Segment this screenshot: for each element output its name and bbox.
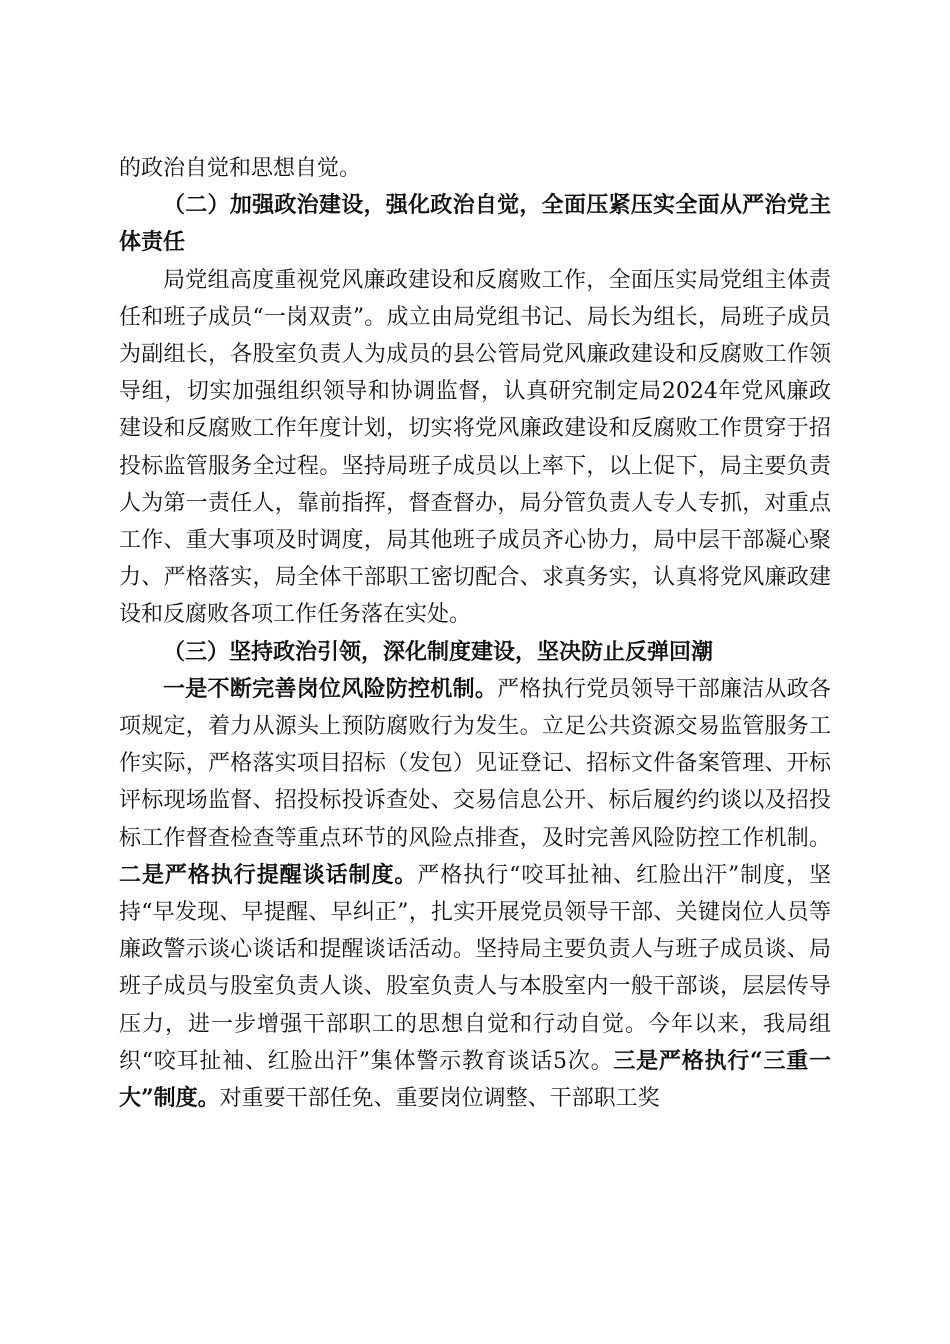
section-heading-3: （三）坚持政治引领，深化制度建设，坚决防止反弹回潮	[163, 638, 714, 665]
bold-point-3: 三是严格执行“三重一大”制度。	[119, 1047, 832, 1112]
bold-point-2: 二是严格执行提醒谈话制度。	[119, 861, 418, 888]
paragraph-party-responsibility: 局党组高度重视党风廉政建设和反腐败工作，全面压实局党组主体责任和班子成员“一岗双责”。成立由局党组书记、局长为组长，局班子成员为副组长，各股室负责人为成员的县公管局党风廉政建设和反腐败工作领导组，切实加强组织领导和协调监督，认真研究制定局2024年党风廉政建设和反腐败工作年度计划，切实将党风廉政建设和反腐败工作贯穿于招投标监管服务全过程。坚持局班子成员以上率下，以上促下，局主要负责人为第一责任人，靠前指挥，督查督办，局分管负责人专人专抓，对重点工作、重大事项及时调度，局其他班子成员齐心协力，局中层干部凝心聚力、严格落实，局全体干部职工密切配合、求真务实，认真将党风廉政建设和反腐败各项工作任务落在实处。	[119, 267, 831, 628]
document-page	[119, 150, 831, 1117]
point-3-text: 对重要干部任免、重要岗位调整、干部职工奖	[219, 1086, 660, 1112]
point-1-text: 严格执行党员领导干部廉洁从政各项规定，着力从源头上预防腐败行为发生。立足公共资源交易监管服务工作实际，严格落实项目招标（发包）见证登记、招标文件备案管理、开标评标现场监督、招投标投诉查处、交易信息公开、标后履约约谈以及招投标工作督查检查等重点环节的风险点排查，及时完善风险防控工作机制。	[119, 676, 831, 851]
point-2-text: 严格执行“咬耳扯袖、红脸出汗”制度，坚持“早发现、早提醒、早纠正”，扎实开展党员领导干部、关键岗位人员等廉政警示谈心谈话和提醒谈话活动。坚持局主要负责人与班子成员谈、局班子成员与股室负责人谈、股室负责人与本股室内一般干部谈，层层传导压力，进一步增强干部职工的思想自觉和行动自觉。今年以来，我局组织“咬耳扯袖、红脸出汗”集体警示教育谈话5次。	[119, 862, 831, 1074]
paragraph-system-building	[119, 671, 831, 1117]
section-heading-2: （二）加强政治建设，强化政治自觉，全面压紧压实全面从严治党主体责任	[119, 192, 831, 256]
bold-point-1: 一是不断完善岗位风险防控机制。	[163, 675, 498, 702]
paragraph-continuation: 的政治自觉和思想自觉。	[119, 156, 362, 181]
